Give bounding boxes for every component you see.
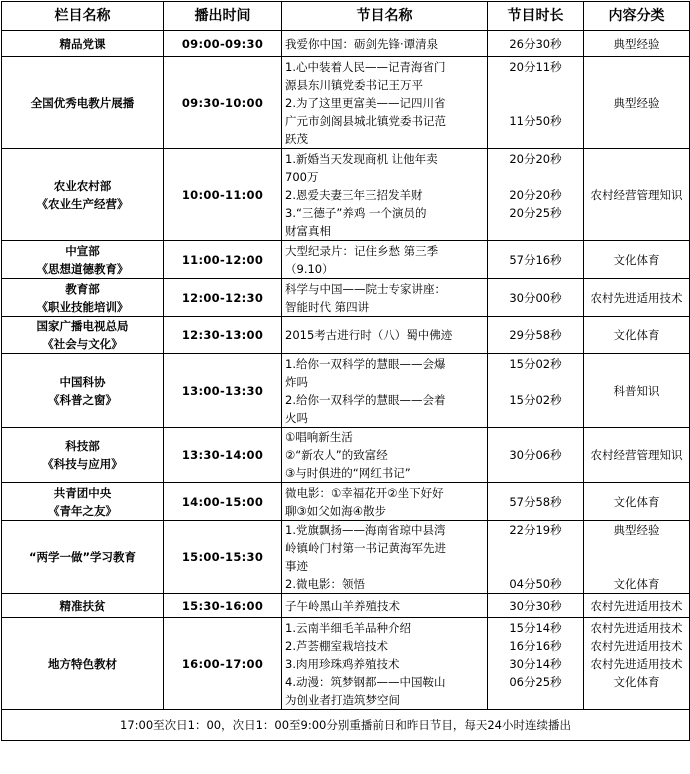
duration-line: 20分20秒: [509, 151, 562, 166]
category-cell: [584, 31, 690, 57]
program-name-cell: [282, 618, 488, 710]
duration-line: 11分50秒: [509, 113, 562, 128]
category-cell: [584, 521, 690, 594]
table-row: [2, 149, 690, 241]
duration-line: 04分50秒: [509, 577, 562, 591]
duration-line: 57分16秒: [509, 252, 562, 267]
category-cell: [584, 618, 690, 710]
program-name-cell: [282, 354, 488, 428]
category-cell: [584, 483, 690, 521]
duration-cell: [488, 483, 584, 521]
program-name-line: 2.芦荟棚室栽培技术: [285, 638, 388, 653]
column-name-line: 中国科协: [59, 374, 106, 389]
duration-line: [491, 691, 580, 709]
category-cell: [584, 428, 690, 483]
program-name-line: 1.给你一双科学的慧眼——会爆: [285, 356, 446, 371]
column-name-cell: [2, 241, 164, 279]
footer-row: [2, 710, 690, 741]
duration-line: 30分06秒: [509, 448, 562, 462]
program-name-line: 3.“三德子”养鸡 一个演员的: [285, 205, 427, 220]
program-name-line: 聊③如父如海④散步: [285, 503, 387, 518]
program-name-line: ②“新农人”的致富经: [285, 448, 388, 462]
column-name-line: 地方特色教材: [48, 656, 117, 671]
category-cell: [584, 241, 690, 279]
program-name-line: 源县东川镇党委书记王万平: [285, 77, 423, 92]
column-name-line: 科技部: [65, 439, 100, 453]
category-cell: [584, 149, 690, 241]
column-name-line: 《农业生产经营》: [36, 196, 129, 211]
category-line: 农村先进适用技术: [590, 290, 683, 305]
duration-line: 16分16秒: [509, 638, 562, 653]
program-name-line: 科学与中国——院士专家讲座：: [285, 281, 446, 296]
program-name-line: 2.给你一双科学的慧眼——会着: [285, 392, 446, 407]
duration-line: 29分58秒: [509, 328, 562, 342]
duration-line: 20分25秒: [509, 205, 562, 220]
program-name-cell: [282, 241, 488, 279]
header-duration: 节目时长: [488, 2, 584, 31]
program-name-line: 2.为了这里更富美——记四川省: [285, 95, 446, 110]
category-line: 农村先进适用技术: [590, 620, 683, 635]
column-name-line: 精准扶贫: [59, 598, 106, 613]
program-name-line: 财富真相: [285, 223, 331, 238]
column-name-line: 《青年之友》: [48, 503, 117, 518]
program-name-cell: [282, 31, 488, 57]
program-name-cell: [282, 149, 488, 241]
program-name-line: 1.心中装着人民——记青海省门: [285, 59, 446, 74]
category-line: 科普知识: [613, 383, 660, 398]
column-name-cell: [2, 57, 164, 149]
duration-cell: [488, 354, 584, 428]
air-time-cell: 14:00-15:00: [164, 483, 282, 521]
category-line: [587, 557, 686, 575]
program-name-line: 700万: [285, 169, 319, 184]
header-air-time: 播出时间: [164, 2, 282, 31]
table-row: [2, 594, 690, 618]
duration-line: 20分11秒: [509, 59, 562, 74]
column-name-line: 中宣部: [65, 243, 100, 258]
category-line: 文化体育: [613, 674, 660, 689]
duration-line: 15分02秒: [509, 356, 562, 371]
program-name-line: 火吗: [285, 410, 308, 425]
program-name-cell: [282, 317, 488, 354]
column-name-line: 《科普之窗》: [48, 392, 117, 407]
air-time-cell: 12:30-13:00: [164, 317, 282, 354]
duration-line: 20分20秒: [509, 187, 562, 202]
program-name-cell: [282, 279, 488, 317]
air-time-cell: 12:00-12:30: [164, 279, 282, 317]
category-line: 文化体育: [613, 577, 660, 591]
program-name-line: 微电影：①幸福花开②坐下好好: [285, 485, 444, 500]
schedule-rows: [2, 31, 690, 710]
duration-line: [491, 94, 580, 112]
program-name-line: ①唱响新生活: [285, 430, 353, 444]
header-category: 内容分类: [584, 2, 690, 31]
column-name-cell: [2, 618, 164, 710]
column-name-line: 国家广播电视总局: [36, 319, 129, 333]
column-name-cell: [2, 594, 164, 618]
program-name-line: 4.动漫：筑梦钢都——中国鞍山: [285, 674, 446, 689]
program-name-line: 为创业者打造筑梦空间: [285, 692, 400, 707]
category-line: [587, 691, 686, 709]
table-row: [2, 521, 690, 594]
duration-line: 15分14秒: [509, 620, 562, 635]
duration-line: 30分14秒: [509, 656, 562, 671]
program-name-line: 2.恩爱夫妻三年三招发羊财: [285, 187, 423, 202]
category-line: 文化体育: [613, 494, 660, 509]
schedule-table: [1, 1, 690, 741]
table-row: [2, 618, 690, 710]
program-name-line: ③与时俱进的“网红书记”: [285, 466, 411, 480]
table-row: [2, 57, 690, 149]
category-line: 农村先进适用技术: [590, 656, 683, 671]
table-row: [2, 483, 690, 521]
duration-line: [491, 168, 580, 186]
table-row: [2, 317, 690, 354]
column-name-line: 共青团中央: [53, 485, 112, 500]
duration-line: [491, 76, 580, 94]
duration-line: 26分30秒: [509, 36, 562, 51]
air-time-cell: 15:30-16:00: [164, 594, 282, 618]
column-name-line: 教育部: [65, 281, 100, 296]
program-name-line: 大型纪录片：记住乡愁 第三季: [285, 243, 439, 258]
program-name-cell: [282, 428, 488, 483]
column-name-cell: [2, 354, 164, 428]
program-name-line: 3.肉用珍珠鸡养殖技术: [285, 656, 400, 671]
category-line: 农村经营管理知识: [590, 187, 683, 202]
duration-cell: [488, 521, 584, 594]
duration-line: 06分25秒: [509, 674, 562, 689]
duration-cell: [488, 241, 584, 279]
duration-cell: [488, 428, 584, 483]
category-line: 典型经验: [613, 523, 660, 537]
program-name-line: 2.微电影：领悟: [285, 577, 365, 591]
column-name-line: 《职业技能培训》: [36, 299, 129, 314]
program-name-line: （9.10）: [285, 261, 334, 276]
table-row: [2, 241, 690, 279]
column-name-cell: [2, 31, 164, 57]
header-row: [2, 2, 690, 31]
column-name-line: “两学一做”学习教育: [28, 550, 137, 564]
column-name-line: 《科技与应用》: [42, 457, 123, 471]
category-cell: [584, 317, 690, 354]
program-name-cell: [282, 57, 488, 149]
category-line: 农村先进适用技术: [590, 638, 683, 653]
column-name-line: 精品党课: [59, 36, 106, 51]
air-time-cell: 16:00-17:00: [164, 618, 282, 710]
program-name-line: 2015考古进行时（八）蜀中佛迹: [285, 328, 453, 342]
column-name-cell: [2, 279, 164, 317]
program-name-cell: [282, 521, 488, 594]
duration-line: 22分19秒: [509, 523, 562, 537]
category-cell: [584, 279, 690, 317]
air-time-cell: 09:30-10:00: [164, 57, 282, 149]
category-line: 典型经验: [613, 95, 660, 110]
table-row: [2, 279, 690, 317]
column-name-cell: [2, 521, 164, 594]
category-cell: [584, 57, 690, 149]
table-row: [2, 428, 690, 483]
column-name-cell: [2, 317, 164, 354]
program-name-line: 1.新婚当天发现商机 让他年卖: [285, 151, 438, 166]
duration-line: [491, 539, 580, 557]
program-name-line: 智能时代 第四讲: [285, 299, 370, 314]
program-name-line: 岭镇岭门村第一书记黄海军先进: [285, 541, 446, 555]
duration-line: 30分30秒: [509, 598, 562, 613]
table-row: [2, 354, 690, 428]
duration-line: 30分00秒: [509, 290, 562, 305]
duration-line: [491, 222, 580, 240]
duration-cell: [488, 317, 584, 354]
table-row: [2, 31, 690, 57]
header-column-name: 栏目名称: [2, 2, 164, 31]
category-line: 文化体育: [613, 328, 660, 342]
duration-line: [491, 130, 580, 148]
column-name-line: 《思想道德教育》: [36, 261, 129, 276]
program-name-line: 广元市剑阁县城北镇党委书记范: [285, 113, 446, 128]
program-name-line: 炸吗: [285, 374, 308, 389]
duration-cell: [488, 279, 584, 317]
duration-cell: [488, 594, 584, 618]
category-line: 农村经营管理知识: [590, 448, 683, 462]
duration-line: [491, 557, 580, 575]
duration-cell: [488, 149, 584, 241]
air-time-cell: 10:00-11:00: [164, 149, 282, 241]
air-time-cell: 15:00-15:30: [164, 521, 282, 594]
duration-cell: [488, 57, 584, 149]
duration-line: 15分02秒: [509, 392, 562, 407]
program-name-line: 1.云南半细毛羊品种介绍: [285, 620, 411, 635]
category-line: 农村先进适用技术: [590, 598, 683, 613]
category-line: 典型经验: [613, 36, 660, 51]
column-name-cell: [2, 483, 164, 521]
program-name-line: 我爱你中国：砺剑先锋·谭清泉: [285, 36, 439, 51]
program-name-line: 跃茂: [285, 131, 308, 146]
category-cell: [584, 354, 690, 428]
program-name-cell: [282, 594, 488, 618]
air-time-cell: 09:00-09:30: [164, 31, 282, 57]
footer-note: 17:00至次日1：00，次日1：00至9:00分别重播前日和昨日节目，每天24小时连续播出: [2, 710, 690, 741]
category-line: 文化体育: [613, 252, 660, 267]
column-name-line: 全国优秀电教片展播: [30, 95, 135, 110]
column-name-cell: [2, 149, 164, 241]
column-name-line: 农业农村部: [53, 178, 112, 193]
header-program-name: 节目名称: [282, 2, 488, 31]
program-name-line: 事迹: [285, 559, 308, 573]
category-line: [587, 539, 686, 557]
program-name-line: 1.党旗飘扬——海南省琼中县湾: [285, 523, 446, 537]
duration-cell: [488, 31, 584, 57]
air-time-cell: 11:00-12:00: [164, 241, 282, 279]
duration-line: 57分58秒: [509, 494, 562, 509]
column-name-cell: [2, 428, 164, 483]
air-time-cell: 13:00-13:30: [164, 354, 282, 428]
duration-cell: [488, 618, 584, 710]
category-cell: [584, 594, 690, 618]
duration-line: [491, 373, 580, 391]
program-name-cell: [282, 483, 488, 521]
air-time-cell: 13:30-14:00: [164, 428, 282, 483]
program-name-line: 子午岭黑山羊养殖技术: [285, 598, 400, 613]
duration-line: [491, 409, 580, 427]
column-name-line: 《社会与文化》: [42, 337, 123, 351]
